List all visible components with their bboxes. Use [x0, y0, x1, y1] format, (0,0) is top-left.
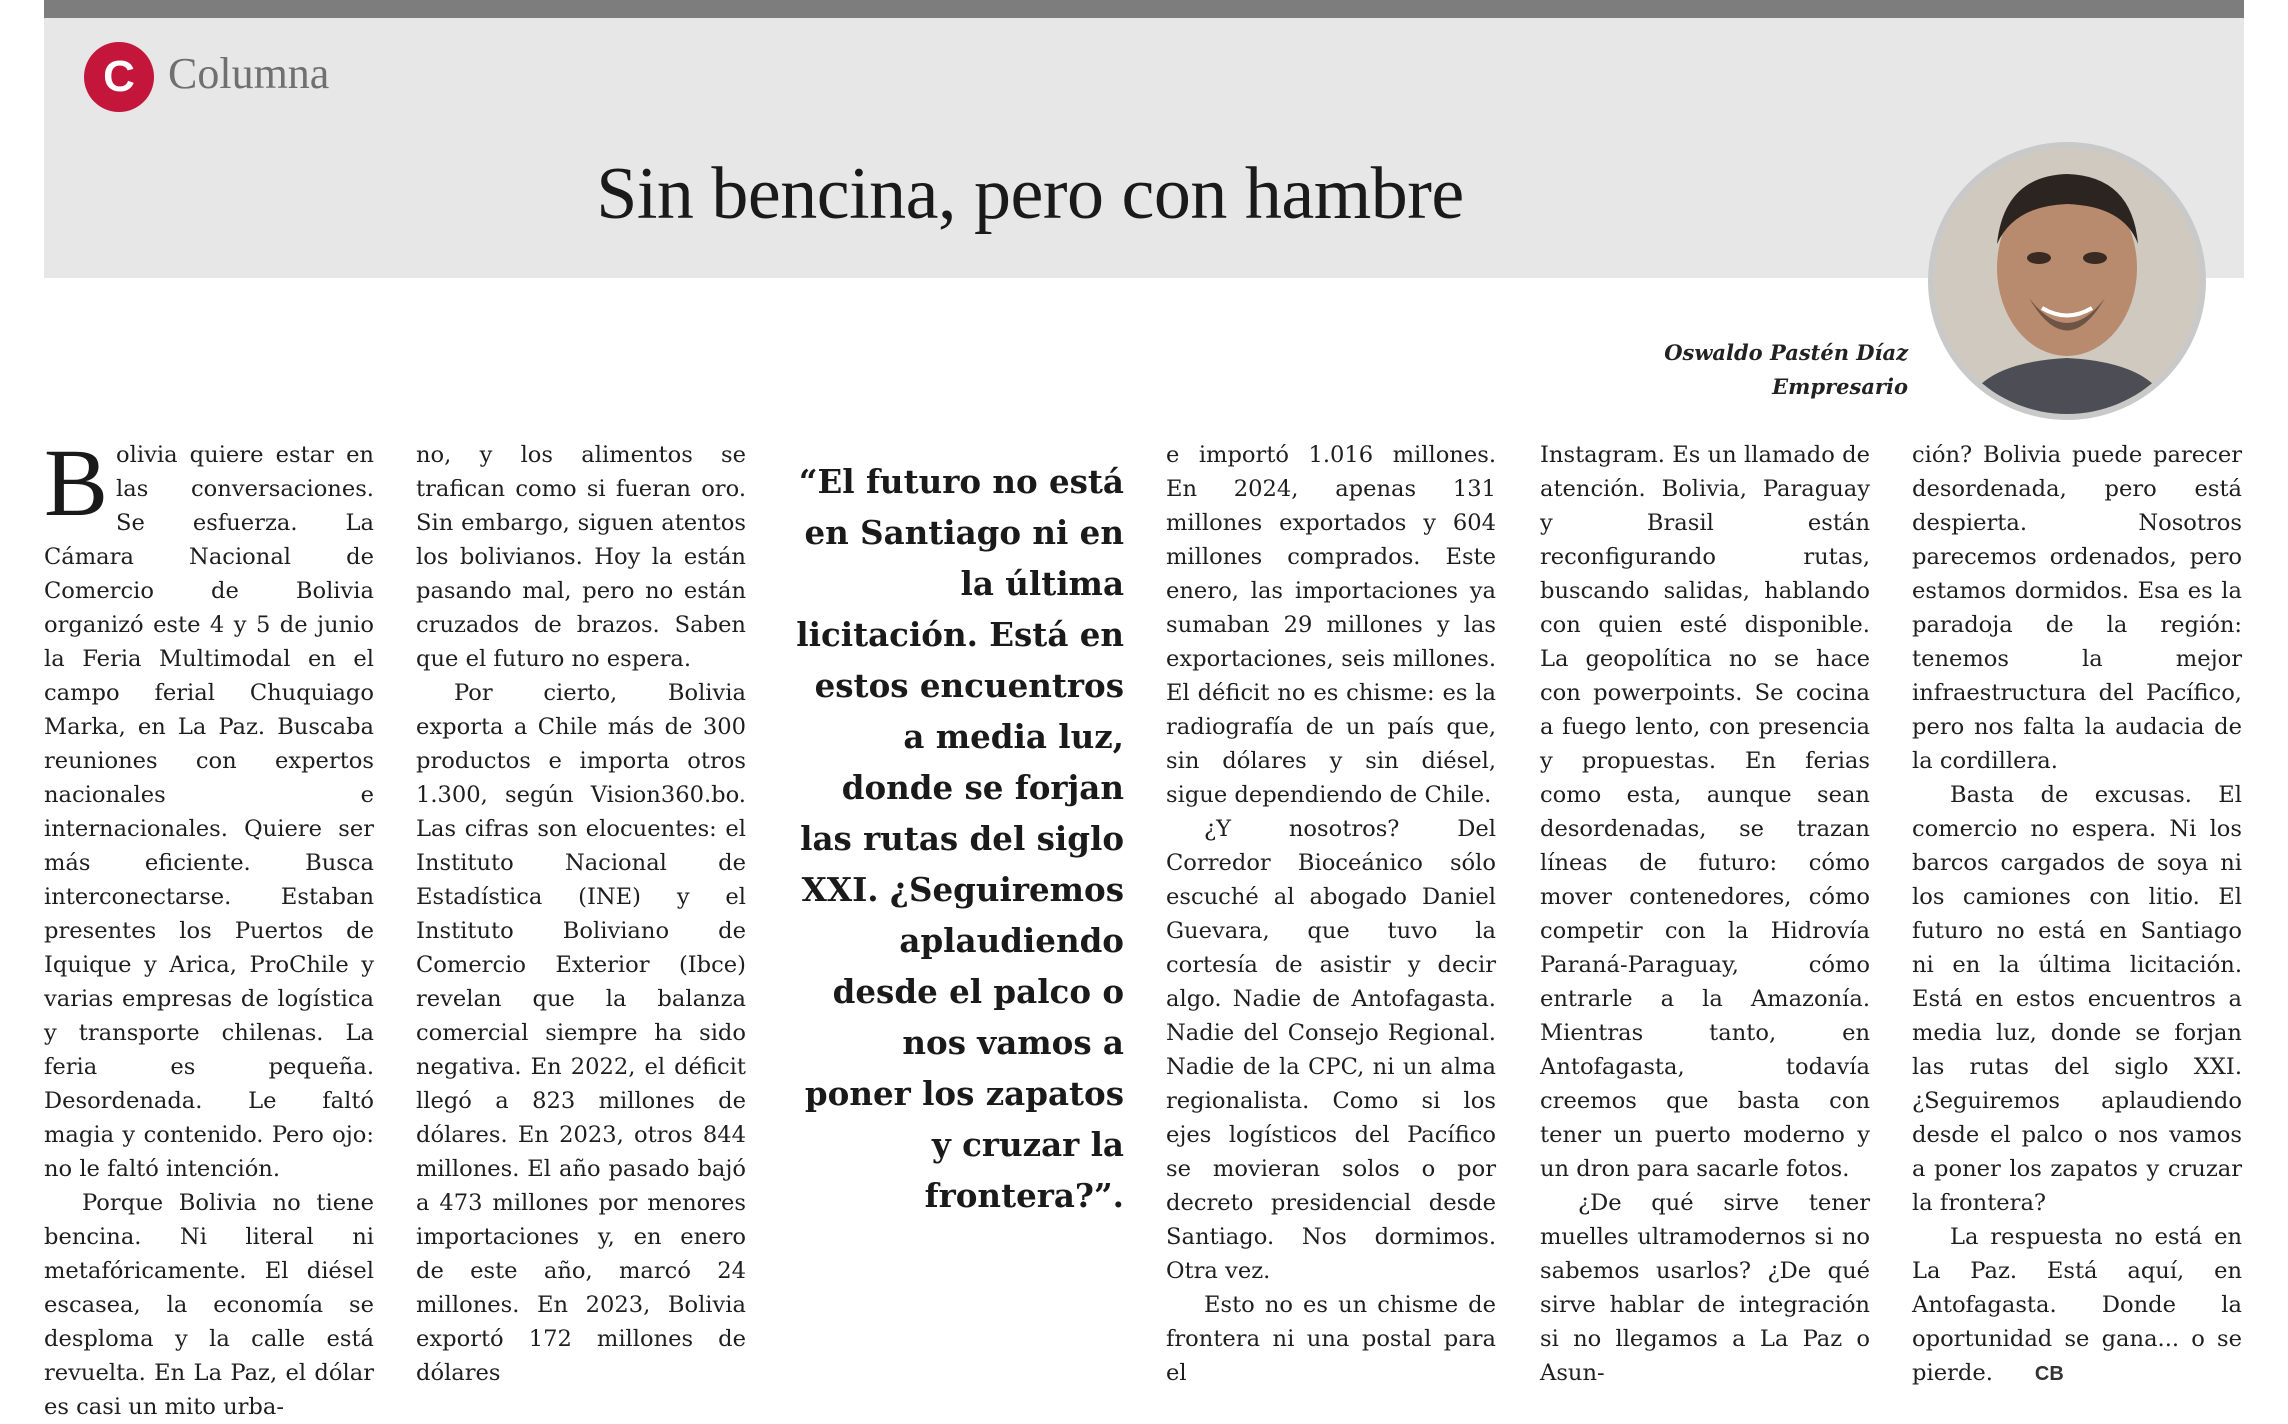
text-column-4: [1166, 438, 1496, 1390]
drop-cap: B: [44, 429, 109, 536]
text-column-1: [44, 429, 374, 1424]
pull-quote: “El futuro no está en Santiago ni en la última licitación. Está en estos encuentros a media luz, donde se forjan las rutas del siglo XXI. ¿Seguiremos aplaudiendo desde el palco o nos vamos a poner los zapatos y cruzar la frontera?”.: [796, 462, 1124, 1215]
paragraph: Por cierto, Bolivia exporta a Chile más de 300 productos e importa otros 1.300, según Vision360.bo. Las cifras son elocuentes: el Instituto Nacional de Estadística (INE) y el Instituto Boliviano de Comercio Exterior (Ibce) revelan que la balanza comercial siempre ha sido negativa. En 2022, el déficit llegó a 823 millones de dólares. En 2023, otros 844 millones. El año pasado bajó a 473 millones por menores importaciones y, en enero de este año, marcó 24 millones. En 2023, Bolivia exportó 172 millones de dólares: [416, 680, 746, 1386]
paragraph: Basta de excusas. El comercio no espera. Ni los barcos cargados de soya ni los camiones con litio. El futuro no está en Santiago ni en la última licitación. Está en estos encuentros a media luz, donde se forjan las rutas del siglo XXI. ¿Seguiremos aplaudiendo desde el palco o nos vamos a poner los zapatos y cruzar la frontera?: [1912, 782, 2242, 1216]
paragraph: no, y los alimentos se trafican como si fueran oro. Sin embargo, siguen atentos los bolivianos. Hoy la están pasando mal, pero no están cruzados de brazos. Saben que el futuro no espera.: [416, 442, 746, 672]
paragraph: [1912, 1220, 2242, 1391]
text-column-5: [1540, 438, 1870, 1390]
paragraph-text: olivia quiere estar en las conversaciones. Se esfuerza. La Cámara Nacional de Comercio de Bolivia organizó este 4 y 5 de junio la Feria Multimodal en el campo ferial Chuquiago Marka, en La Paz. Buscaba reuniones con expertos nacionales e internacionales. Quiere ser más eficiente. Busca interconectarse. Estaban presentes los Puertos de Iquique y Arica, ProChile y varias empresas de logística y transporte chilenas. La feria es pequeña. Desordenada. Le faltó magia y contenido. Pero ojo: no le faltó intención.: [44, 442, 374, 1182]
column-badge-icon: C: [84, 42, 154, 112]
paragraph: ¿De qué sirve tener muelles ultramodernos si no sabemos usarlos? ¿De qué sirve hablar de integración si no llegamos a La Paz o Asun-: [1540, 1190, 1870, 1386]
author-portrait-icon: [1934, 148, 2200, 414]
author-role: Empresario: [1772, 374, 1908, 399]
paragraph: [44, 429, 374, 1186]
end-mark-icon: CB: [2034, 1363, 2064, 1385]
paragraph: e importó 1.016 millones. En 2024, apenas 131 millones exportados y 604 millones comprados. Este enero, las importaciones ya sumaban 29 millones y las exportaciones, seis millones. El déficit no es chisme: es la radiografía de un país que, sin dólares y sin diésel, sigue dependiendo de Chile.: [1166, 442, 1496, 808]
paragraph: ¿Y nosotros? Del Corredor Bioceánico sólo escuché al abogado Daniel Guevara, que tuvo la cortesía de asistir y decir algo. Nadie de Antofagasta. Nadie del Consejo Regional. Nadie de la CPC, ni un alma regionalista. Como si los ejes logísticos del Pacífico se movieran solos o por decreto presidencial desde Santiago. Nos dormimos. Otra vez.: [1166, 816, 1496, 1284]
top-rule: [44, 0, 2244, 18]
paragraph: Esto no es un chisme de frontera ni una postal para el: [1166, 1292, 1496, 1386]
paragraph: Porque Bolivia no tiene bencina. Ni literal ni metafóricamente. El diésel escasea, la economía se desploma y la calle está revuelta. En La Paz, el dólar es casi un mito urba-: [44, 1190, 374, 1420]
headline: Sin bencina, pero con hambre: [596, 153, 1464, 235]
byline: [1620, 336, 1908, 404]
column-header-band: [44, 18, 2244, 278]
text-column-6: [1912, 438, 2242, 1391]
paragraph-text: La respuesta no está en La Paz. Está aquí, en Antofagasta. Donde la oportunidad se gana... o se pierde.: [1912, 1224, 2242, 1386]
author-photo: [1928, 142, 2206, 420]
paragraph: ción? Bolivia puede parecer desordenada, pero está despierta. Nosotros parecemos ordenados, pero estamos dormidos. Esa es la paradoja de la región: tenemos la mejor infraestructura del Pacífico, pero nos falta la audacia de la cordillera.: [1912, 442, 2242, 774]
section-label: Columna: [168, 49, 330, 98]
paragraph: Instagram. Es un llamado de atención. Bolivia, Paraguay y Brasil están reconfigurando rutas, buscando salidas, hablando con quien esté disponible. La geopolítica no se hace con powerpoints. Se cocina a fuego lento, con presencia y propuestas. En ferias como esta, aunque sean desordenadas, se trazan líneas de futuro: cómo mover contenedores, cómo competir con la Hidrovía Paraná-Paraguay, cómo entrarle a la Amazonía. Mientras tanto, en Antofagasta, todavía creemos que basta con tener un puerto moderno y un dron para sacarle fotos.: [1540, 442, 1870, 1182]
text-column-2: [416, 438, 746, 1390]
author-name: Oswaldo Pastén Díaz: [1664, 340, 1908, 365]
